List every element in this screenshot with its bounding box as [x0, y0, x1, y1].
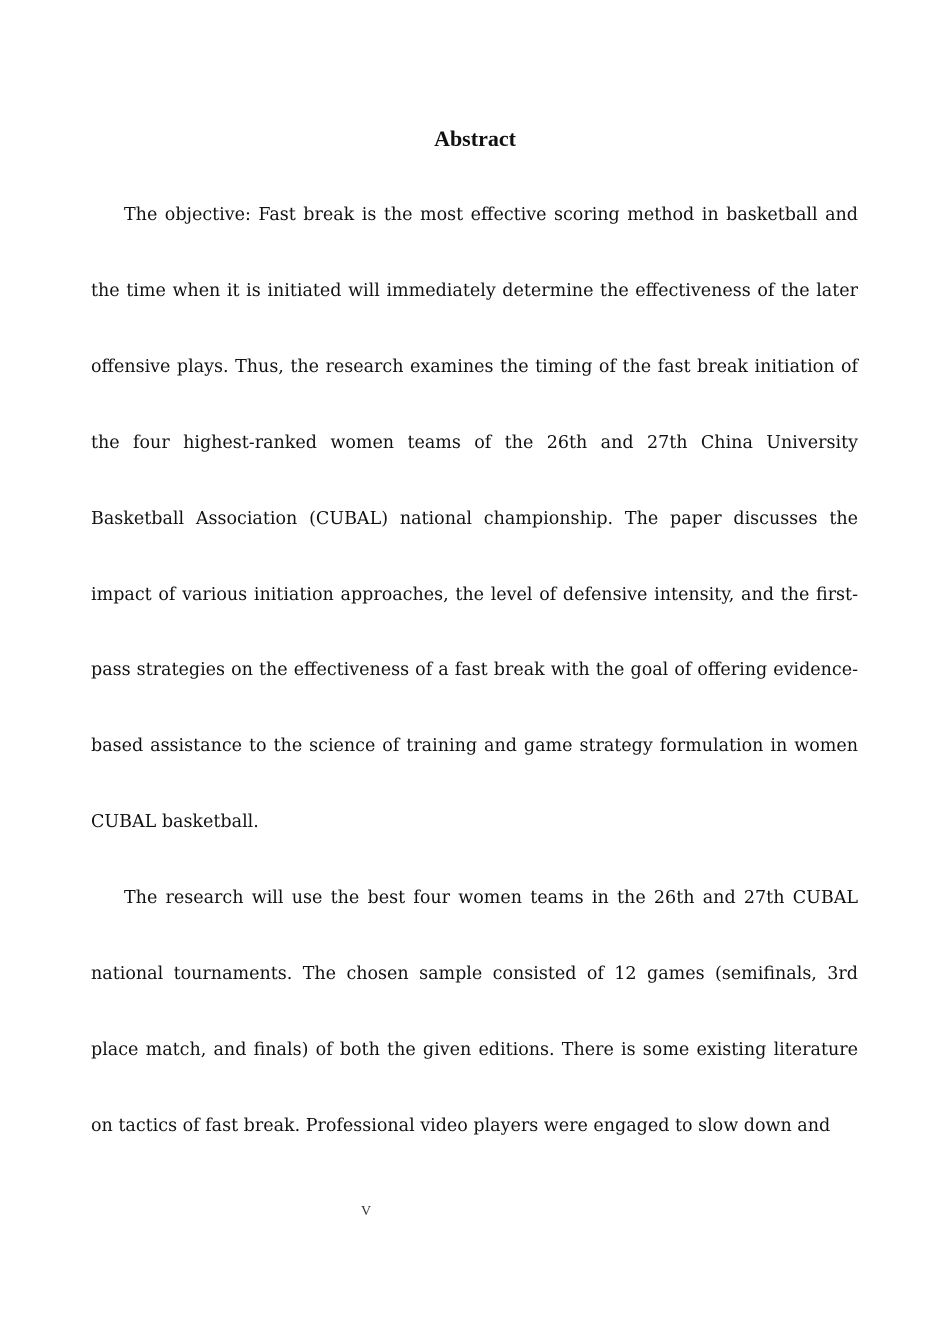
- page-number: V: [360, 1204, 372, 1219]
- page-title: Abstract: [434, 126, 516, 151]
- abstract-paragraph-2: The research will use the best four women teams in the 26th and 27th CUBAL national tournaments. The chosen sample consisted of 12 games (semifinals, 3rd place match, and finals) of both the given editions. There is some existing literature on tactics of fast break. Professional video players were engaged to slow down and: [91, 888, 858, 1136]
- abstract-paragraph-1: The objective: Fast break is the most effective scoring method in basketball and the time when it is initiated will immediately determine the effectiveness of the later offensive plays. Thus, the research examines the timing of the fast break initiation of the four highest-ranked women teams of the 26th and 27th China University Basketball Association (CUBAL) national championship. The paper discusses the impact of various initiation approaches, the level of defensive intensity, and the first-pass strategies on the effectiveness of a fast break with the goal of offering evidence-based assistance to the science of training and game strategy formulation in women CUBAL basketball.: [91, 205, 858, 833]
- abstract-body: [91, 178, 858, 1165]
